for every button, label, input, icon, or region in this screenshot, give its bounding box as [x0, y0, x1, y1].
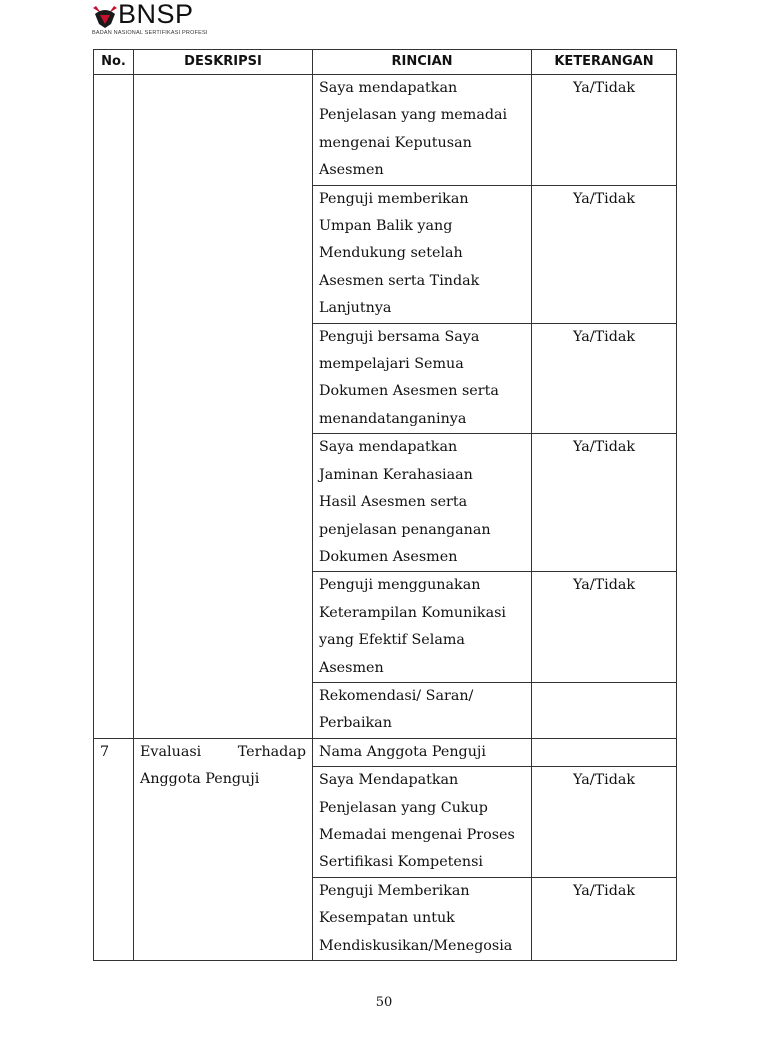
cell-keterangan: Ya/Tidak: [532, 75, 677, 186]
rincian-line: Saya Mendapatkan: [319, 772, 459, 789]
column-header-rincian: RINCIAN: [313, 50, 532, 75]
cell-keterangan: [532, 738, 677, 766]
rincian-line: Penguji menggunakan: [319, 577, 481, 594]
table-row: [94, 738, 677, 766]
rincian-line: Lanjutnya: [319, 300, 392, 317]
rincian-line: Penjelasan yang memadai: [319, 107, 508, 124]
rincian-line: Kesempatan untuk: [319, 910, 455, 927]
cell-no: 7: [94, 738, 134, 960]
column-header-no: No.: [94, 50, 134, 75]
rincian-line: Mendukung setelah: [319, 245, 463, 262]
rincian-line: Penguji memberikan: [319, 190, 469, 207]
deskripsi-line: Anggota Penguji: [140, 771, 260, 788]
cell-rincian: [313, 682, 532, 738]
deskripsi-line: Evaluasi Terhadap: [140, 743, 306, 760]
cell-rincian: [313, 738, 532, 766]
page-number: 50: [375, 995, 393, 1010]
logo-text: BNSP: [118, 0, 194, 29]
rincian-line: Rekomendasi/ Saran/: [319, 687, 474, 704]
cell-rincian: [313, 185, 532, 323]
logo-subtitle: BADAN NASIONAL SERTIFIKASI PROFESI: [92, 30, 208, 36]
rincian-line: Keterampilan Komunikasi: [319, 604, 506, 621]
rincian-line: Hasil Asesmen serta: [319, 494, 468, 511]
column-header-keterangan: KETERANGAN: [532, 50, 677, 75]
rincian-line: Asesmen: [319, 162, 384, 179]
rincian-line: Penjelasan yang Cukup: [319, 799, 488, 816]
rincian-line: Jaminan Kerahasiaan: [319, 466, 473, 483]
rincian-line: mengenai Keputusan: [319, 134, 472, 151]
cell-rincian: [313, 434, 532, 572]
cell-keterangan: Ya/Tidak: [532, 767, 677, 878]
rincian-line: Asesmen serta Tindak: [319, 272, 480, 289]
rincian-line: Umpan Balik yang: [319, 218, 453, 235]
cell-rincian: [313, 877, 532, 960]
rincian-line: mempelajari Semua: [319, 356, 464, 373]
column-header-deskripsi: DESKRIPSI: [134, 50, 313, 75]
cell-deskripsi: [134, 75, 313, 739]
rincian-line: Nama Anggota Penguji: [319, 743, 486, 760]
bnsp-logo: [92, 2, 232, 40]
rincian-line: menandatanganinya: [319, 410, 467, 427]
cell-keterangan: Ya/Tidak: [532, 434, 677, 572]
rincian-line: Mendiskusikan/Menegosia: [319, 937, 513, 954]
table-header-row: [94, 50, 677, 75]
cell-rincian: [313, 75, 532, 186]
rincian-line: penjelasan penanganan: [319, 521, 491, 538]
rincian-line: Memadai mengenai Proses: [319, 826, 515, 843]
garuda-logo-icon: [92, 4, 118, 30]
cell-keterangan: Ya/Tidak: [532, 185, 677, 323]
rincian-line: Asesmen: [319, 659, 384, 676]
rincian-line: Saya mendapatkan: [319, 80, 458, 96]
table-row: [94, 75, 677, 186]
cell-rincian: [313, 572, 532, 683]
cell-keterangan: [532, 682, 677, 738]
cell-keterangan: Ya/Tidak: [532, 572, 677, 683]
rincian-line: Dokumen Asesmen: [319, 548, 458, 565]
rincian-line: yang Efektif Selama: [319, 632, 465, 649]
cell-rincian: [313, 767, 532, 878]
rincian-line: Dokumen Asesmen serta: [319, 383, 499, 400]
rincian-line: Penguji bersama Saya: [319, 328, 480, 345]
rincian-line: Perbaikan: [319, 715, 392, 732]
evaluation-table: [93, 49, 677, 961]
cell-rincian: [313, 323, 532, 434]
cell-keterangan: Ya/Tidak: [532, 323, 677, 434]
rincian-line: Sertifikasi Kompetensi: [319, 854, 483, 871]
cell-no: [94, 75, 134, 739]
cell-deskripsi: [134, 738, 313, 960]
cell-keterangan: Ya/Tidak: [532, 877, 677, 960]
rincian-line: Saya mendapatkan: [319, 439, 458, 456]
rincian-line: Penguji Memberikan: [319, 882, 470, 899]
